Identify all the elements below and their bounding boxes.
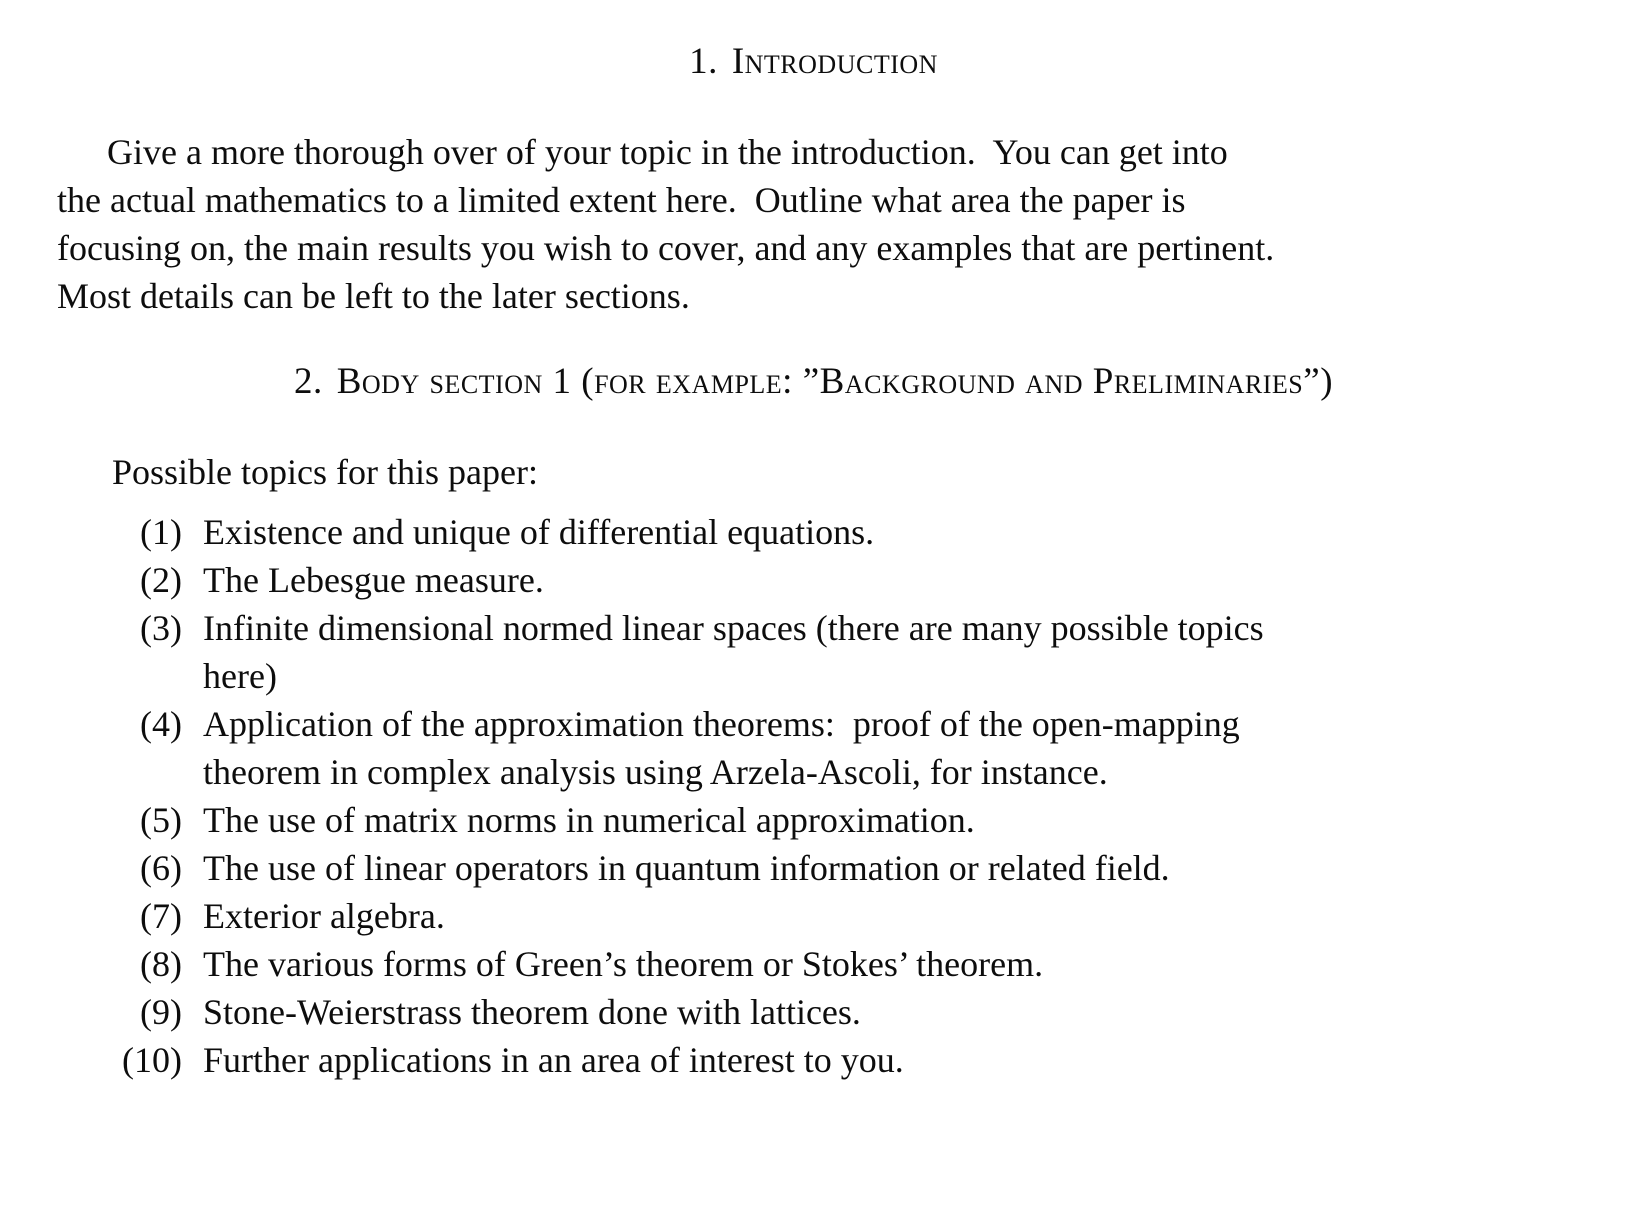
- list-item-text: [182, 796, 975, 844]
- section-number: 1.: [689, 41, 718, 82]
- list-item-line: Stone-Weierstrass theorem done with lattices.: [203, 992, 861, 1032]
- list-item-line: Exterior algebra.: [203, 896, 445, 936]
- list-item-line: here): [203, 656, 277, 696]
- list-item-text: [182, 940, 1043, 988]
- list-item-line: theorem in complex analysis using Arzela-Ascoli, for instance.: [203, 752, 1108, 792]
- paragraph-line: the actual mathematics to a limited extent here. Outline what area the paper is: [57, 180, 1186, 220]
- list-item: [57, 940, 1570, 988]
- list-item: [57, 508, 1570, 556]
- list-item-line: Application of the approximation theorems: proof of the open-mapping: [203, 704, 1240, 744]
- intro-paragraph: [57, 128, 1570, 320]
- list-item-number: (5): [140, 800, 182, 840]
- list-item-number: (10): [122, 1040, 182, 1080]
- list-item: [57, 892, 1570, 940]
- list-item-text: [182, 892, 445, 940]
- list-item-number: (9): [140, 992, 182, 1032]
- paragraph-line: Most details can be left to the later sections.: [57, 276, 690, 316]
- list-item-line: The Lebesgue measure.: [203, 560, 544, 600]
- list-item-number: (1): [140, 512, 182, 552]
- list-item-line: Further applications in an area of interest to you.: [203, 1040, 904, 1080]
- section-title: Introduction: [731, 41, 938, 82]
- topics-list: [57, 508, 1570, 1084]
- list-item: [57, 556, 1570, 604]
- list-item-number: (4): [140, 704, 182, 744]
- list-item: [57, 844, 1570, 892]
- list-item-text: [182, 604, 1264, 700]
- list-item-line: Existence and unique of differential equations.: [203, 512, 875, 552]
- section-title: Body section 1 (for example: ”Background and Preliminaries”): [336, 361, 1334, 402]
- list-item: [57, 700, 1570, 796]
- list-item-text: [182, 508, 874, 556]
- list-item: [57, 604, 1570, 700]
- list-item-line: The various forms of Green’s theorem or Stokes’ theorem.: [203, 944, 1044, 984]
- list-item-text: [182, 556, 544, 604]
- list-item-line: The use of matrix norms in numerical approximation.: [203, 800, 975, 840]
- list-item-text: [182, 700, 1240, 796]
- list-item-number: (8): [140, 944, 182, 984]
- list-item: [57, 988, 1570, 1036]
- list-item-text: [182, 988, 861, 1036]
- list-item-number: (3): [140, 608, 182, 648]
- list-item-text: [182, 1036, 904, 1084]
- list-item-line: The use of linear operators in quantum information or related field.: [203, 848, 1170, 888]
- list-item: [57, 1036, 1570, 1084]
- section-heading-introduction: [57, 0, 1570, 86]
- list-item: [57, 796, 1570, 844]
- list-item-text: [182, 844, 1170, 892]
- section-number: 2.: [293, 361, 323, 402]
- list-item-number: (6): [140, 848, 182, 888]
- paragraph-line: Give a more thorough over of your topic in the introduction. You can get into: [107, 132, 1228, 172]
- paragraph-line: focusing on, the main results you wish to cover, and any examples that are pertinent.: [57, 228, 1275, 268]
- topics-lead-in: Possible topics for this paper:: [112, 452, 538, 492]
- list-item-number: (2): [140, 560, 182, 600]
- section-heading-body-1: [57, 358, 1570, 406]
- list-item-number: (7): [140, 896, 182, 936]
- list-item-line: Infinite dimensional normed linear spaces (there are many possible topics: [203, 608, 1264, 648]
